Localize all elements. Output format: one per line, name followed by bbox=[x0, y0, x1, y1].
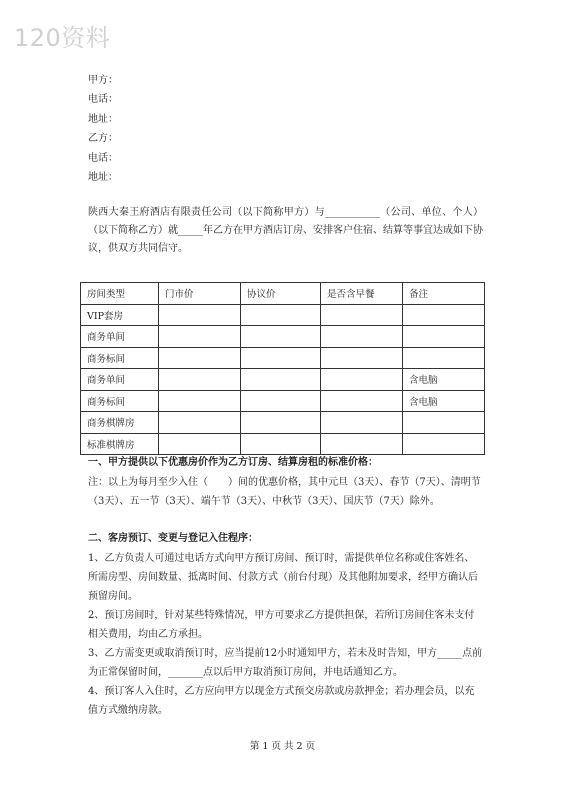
table-row bbox=[81, 369, 485, 391]
cell-remarks bbox=[403, 412, 485, 434]
cell-room-type: 标准棋牌房 bbox=[81, 433, 159, 455]
booking-clauses bbox=[88, 549, 483, 720]
clause-4: 4、预订客人入住时，乙方应向甲方以现金方式预交房款或房款押金；若办理会员，以充值方式缴纳房款。 bbox=[88, 686, 475, 716]
cell-breakfast bbox=[321, 433, 403, 455]
cell-remarks: 含电脑 bbox=[403, 390, 485, 412]
section-2-heading: 二、客房预订、变更与登记入住程序： bbox=[88, 533, 258, 544]
cell-room-type: 商务标间 bbox=[81, 390, 159, 412]
clause-2: 2、预订房间时，针对某些特殊情况，甲方可要求乙方提供担保，若所订房间住客未支付相关费用，均由乙方承担。 bbox=[88, 610, 475, 640]
cell-room-type: 商务单间 bbox=[81, 326, 159, 348]
cell-agreed-rate bbox=[241, 304, 321, 326]
intro-paragraph: 陕西大秦王府酒店有限责任公司（以下简称甲方）与___________（公司、单位、个人）（以下简称乙方）就_____年乙方在甲方酒店订房、安排客户住宿、结算等事宜达成如下协议，供双方共同信守。 bbox=[88, 207, 483, 254]
table-row bbox=[81, 433, 485, 455]
watermark: 120资料 bbox=[14, 24, 111, 52]
room-rate-table bbox=[80, 282, 485, 455]
cell-remarks bbox=[403, 433, 485, 455]
clause-1: 1、乙方负责人可通过电话方式向甲方预订房间、预订时，需提供单位名称或住客姓名、所需房型、房间数量、抵离时间、付款方式（前台付现）及其他附加要求，经甲方确认后预留房间。 bbox=[88, 553, 478, 602]
cell-rack-rate bbox=[159, 304, 241, 326]
cell-breakfast bbox=[321, 390, 403, 412]
cell-agreed-rate bbox=[241, 390, 321, 412]
party-a-phone: 电话： bbox=[88, 94, 118, 106]
table-row bbox=[81, 347, 485, 369]
header-breakfast: 是否含早餐 bbox=[321, 283, 403, 305]
cell-rack-rate bbox=[159, 369, 241, 391]
cell-room-type: 商务棋牌房 bbox=[81, 412, 159, 434]
header-room-type: 房间类型 bbox=[81, 283, 159, 305]
cell-breakfast bbox=[321, 369, 403, 391]
section-1-heading: 一、甲方提供以下优惠房价作为乙方订房、结算房租的标准价格： bbox=[88, 457, 378, 468]
holiday-note: 注：以上为每月至少入住（ ）间的优惠价格，其中元旦（3天）、春节（7天）、清明节（3天）、五一节（3天）、端午节（3天）、中秋节（3天）、国庆节（7天）除外。 bbox=[88, 477, 481, 507]
cell-remarks bbox=[403, 304, 485, 326]
cell-room-type: 商务单间 bbox=[81, 369, 159, 391]
party-a-label: 甲方： bbox=[88, 75, 118, 86]
table-row bbox=[81, 304, 485, 326]
cell-agreed-rate bbox=[241, 369, 321, 391]
party-b-label: 乙方： bbox=[88, 133, 118, 145]
cell-agreed-rate bbox=[241, 433, 321, 455]
header-rack-rate: 门市价 bbox=[159, 283, 241, 305]
cell-breakfast bbox=[321, 347, 403, 369]
cell-room-type: 商务标间 bbox=[81, 347, 159, 369]
cell-rack-rate bbox=[159, 326, 241, 348]
table-row bbox=[81, 326, 485, 348]
cell-breakfast bbox=[321, 326, 403, 348]
header-remarks: 备注 bbox=[403, 283, 485, 305]
table-row bbox=[81, 412, 485, 434]
cell-rack-rate bbox=[159, 433, 241, 455]
cell-rack-rate bbox=[159, 412, 241, 434]
table-row bbox=[81, 390, 485, 412]
cell-breakfast bbox=[321, 412, 403, 434]
cell-agreed-rate bbox=[241, 412, 321, 434]
page-footer: 第 1 页 共 2 页 bbox=[249, 741, 316, 752]
cell-breakfast bbox=[321, 304, 403, 326]
party-info bbox=[88, 71, 118, 187]
party-b-phone: 电话： bbox=[88, 152, 118, 164]
party-b-address: 地址： bbox=[88, 171, 118, 183]
header-agreed-rate: 协议价 bbox=[241, 283, 321, 305]
cell-room-type: VIP套房 bbox=[81, 304, 159, 326]
cell-agreed-rate bbox=[241, 326, 321, 348]
cell-rack-rate bbox=[159, 390, 241, 412]
cell-remarks: 含电脑 bbox=[403, 369, 485, 391]
party-a-address: 地址： bbox=[88, 113, 118, 125]
cell-agreed-rate bbox=[241, 347, 321, 369]
cell-rack-rate bbox=[159, 347, 241, 369]
cell-remarks bbox=[403, 326, 485, 348]
clause-3: 3、乙方需变更或取消预订时，应当提前12小时通知甲方，若未及时告知，甲方_____点前为正常保留时间，_______点以后甲方取消预订房间，并电话通知乙方。 bbox=[88, 648, 483, 678]
table-header-row bbox=[81, 283, 485, 305]
cell-remarks bbox=[403, 347, 485, 369]
